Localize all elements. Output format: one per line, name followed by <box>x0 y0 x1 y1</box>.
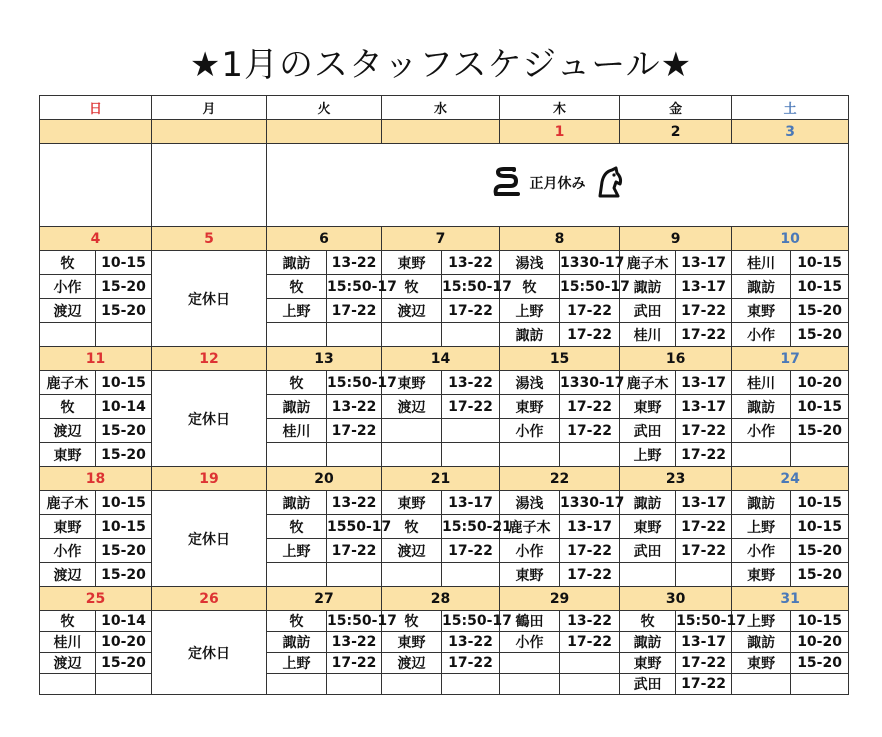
staff-name: 牧 <box>40 251 96 275</box>
date-cell: 13 <box>267 347 382 371</box>
date-cell: 2 <box>620 120 732 144</box>
shift-time: 1330-17 <box>560 491 620 515</box>
empty-cell <box>40 144 152 227</box>
shift-time <box>560 443 620 467</box>
date-cell: 21 <box>382 467 500 491</box>
shift-time <box>442 323 500 347</box>
staff-name <box>267 323 327 347</box>
staff-name: 東野 <box>382 632 442 653</box>
shift-time: 13-22 <box>442 251 500 275</box>
shift-time: 17-22 <box>560 419 620 443</box>
date-cell: 11 <box>40 347 152 371</box>
staff-name: 武田 <box>620 674 676 695</box>
staff-name <box>267 443 327 467</box>
weekday-mon: 月 <box>152 96 267 120</box>
staff-name <box>40 323 96 347</box>
shift-time: 17-22 <box>676 674 732 695</box>
shift-time: 15-20 <box>96 275 152 299</box>
staff-name: 上野 <box>732 515 791 539</box>
shift-row <box>40 371 849 395</box>
shift-time: 15-20 <box>791 539 849 563</box>
date-cell: 5 <box>152 227 267 251</box>
shift-time: 17-22 <box>560 632 620 653</box>
shift-time: 13-17 <box>560 515 620 539</box>
staff-name: 小作 <box>40 539 96 563</box>
staff-name: 渡辺 <box>382 395 442 419</box>
shift-time: 17-22 <box>560 299 620 323</box>
staff-name: 上野 <box>267 653 327 674</box>
date-cell: 24 <box>732 467 849 491</box>
shift-time: 13-17 <box>676 371 732 395</box>
date-row <box>40 587 849 611</box>
staff-name: 牧 <box>40 395 96 419</box>
shift-time: 15-20 <box>791 299 849 323</box>
shift-time: 15:50-17 <box>442 611 500 632</box>
shift-time: 10-14 <box>96 395 152 419</box>
schedule-calendar <box>39 95 849 695</box>
date-cell: 10 <box>732 227 849 251</box>
shift-time: 10-14 <box>96 611 152 632</box>
date-cell <box>152 120 267 144</box>
staff-name <box>267 563 327 587</box>
shift-time: 10-15 <box>96 491 152 515</box>
staff-name: 東野 <box>382 251 442 275</box>
staff-name: 牧 <box>267 515 327 539</box>
staff-name: 牧 <box>620 611 676 632</box>
staff-name: 鹿子木 <box>500 515 560 539</box>
shift-time: 15:50-21 <box>442 515 500 539</box>
shift-time: 17-22 <box>676 539 732 563</box>
shift-time: 10-20 <box>791 632 849 653</box>
shift-time: 15-20 <box>791 563 849 587</box>
shift-time: 10-15 <box>96 371 152 395</box>
staff-name: 小作 <box>500 419 560 443</box>
staff-name <box>732 443 791 467</box>
staff-name: 桂川 <box>732 371 791 395</box>
staff-name: 東野 <box>732 563 791 587</box>
shift-time: 10-15 <box>791 611 849 632</box>
shift-time: 13-22 <box>327 632 382 653</box>
shift-time: 10-15 <box>96 251 152 275</box>
shift-time: 15-20 <box>96 563 152 587</box>
shift-time <box>96 323 152 347</box>
date-cell: 4 <box>40 227 152 251</box>
staff-name <box>267 674 327 695</box>
staff-name <box>500 653 560 674</box>
shift-time: 15-20 <box>791 323 849 347</box>
staff-name: 東野 <box>40 515 96 539</box>
staff-name: 東野 <box>732 299 791 323</box>
staff-name: 諏訪 <box>732 395 791 419</box>
staff-name: 渡辺 <box>382 539 442 563</box>
shift-row <box>40 491 849 515</box>
staff-name: 鹿子木 <box>40 491 96 515</box>
staff-name: 上野 <box>620 443 676 467</box>
staff-name: 牧 <box>267 611 327 632</box>
date-cell: 23 <box>620 467 732 491</box>
staff-name: 湯浅 <box>500 371 560 395</box>
shift-time: 17-22 <box>676 323 732 347</box>
staff-name: 東野 <box>382 371 442 395</box>
staff-name: 諏訪 <box>620 491 676 515</box>
shift-time: 15-20 <box>96 443 152 467</box>
staff-name: 武田 <box>620 299 676 323</box>
staff-name: 牧 <box>40 611 96 632</box>
staff-name: 湯浅 <box>500 251 560 275</box>
closed-day-cell: 定休日 <box>152 251 267 347</box>
shift-time: 15-20 <box>96 419 152 443</box>
date-cell: 22 <box>500 467 620 491</box>
shift-time: 17-22 <box>327 419 382 443</box>
shift-time: 15:50-17 <box>442 275 500 299</box>
date-cell: 7 <box>382 227 500 251</box>
empty-cell <box>152 144 267 227</box>
staff-name <box>620 563 676 587</box>
date-cell: 27 <box>267 587 382 611</box>
closed-day-cell: 定休日 <box>152 371 267 467</box>
staff-name: 諏訪 <box>620 632 676 653</box>
staff-name: 東野 <box>620 653 676 674</box>
shift-time: 13-17 <box>676 395 732 419</box>
staff-name <box>40 674 96 695</box>
shift-time: 15-20 <box>96 539 152 563</box>
date-cell: 20 <box>267 467 382 491</box>
date-cell: 3 <box>732 120 849 144</box>
shift-time: 17-22 <box>676 299 732 323</box>
shift-time: 15-20 <box>791 653 849 674</box>
staff-name: 小作 <box>732 323 791 347</box>
shift-time <box>442 419 500 443</box>
date-row <box>40 467 849 491</box>
staff-name: 湯浅 <box>500 491 560 515</box>
staff-name <box>382 443 442 467</box>
date-cell <box>267 120 382 144</box>
staff-name: 諏訪 <box>267 632 327 653</box>
holiday-label: 正月休み <box>529 176 586 192</box>
weekday-tue: 火 <box>267 96 382 120</box>
staff-name: 小作 <box>500 539 560 563</box>
shift-time <box>442 563 500 587</box>
shift-time: 1330-17 <box>560 371 620 395</box>
staff-name: 諏訪 <box>620 275 676 299</box>
shift-time: 15:50-17 <box>327 275 382 299</box>
staff-name: 諏訪 <box>267 491 327 515</box>
staff-name: 牧 <box>382 611 442 632</box>
date-cell: 9 <box>620 227 732 251</box>
staff-name <box>500 443 560 467</box>
shift-time: 17-22 <box>442 653 500 674</box>
date-cell: 6 <box>267 227 382 251</box>
date-cell: 29 <box>500 587 620 611</box>
date-cell: 31 <box>732 587 849 611</box>
staff-name: 東野 <box>40 443 96 467</box>
staff-name: 渡辺 <box>40 653 96 674</box>
shift-time: 17-22 <box>442 395 500 419</box>
weekday-wed: 水 <box>382 96 500 120</box>
weekday-fri: 金 <box>620 96 732 120</box>
staff-name: 上野 <box>500 299 560 323</box>
staff-name: 小作 <box>40 275 96 299</box>
staff-name <box>382 323 442 347</box>
staff-name: 上野 <box>267 539 327 563</box>
staff-name <box>500 674 560 695</box>
shift-time: 17-22 <box>560 563 620 587</box>
staff-name: 東野 <box>500 395 560 419</box>
staff-name: 渡辺 <box>40 419 96 443</box>
shift-time: 17-22 <box>676 515 732 539</box>
date-cell: 14 <box>382 347 500 371</box>
horse-icon <box>592 166 626 200</box>
date-row <box>40 347 849 371</box>
staff-name: 渡辺 <box>40 299 96 323</box>
staff-name: 牧 <box>500 275 560 299</box>
shift-time: 15-20 <box>791 419 849 443</box>
staff-name: 武田 <box>620 419 676 443</box>
shift-time: 13-22 <box>327 395 382 419</box>
staff-name: 東野 <box>382 491 442 515</box>
shift-time <box>560 674 620 695</box>
staff-name: 諏訪 <box>500 323 560 347</box>
date-cell: 12 <box>152 347 267 371</box>
shift-time <box>442 443 500 467</box>
shift-time <box>791 443 849 467</box>
staff-name: 桂川 <box>732 251 791 275</box>
staff-name: 上野 <box>732 611 791 632</box>
shift-time <box>560 653 620 674</box>
shift-time: 13-22 <box>327 251 382 275</box>
shift-time: 15-20 <box>96 299 152 323</box>
date-cell: 19 <box>152 467 267 491</box>
shift-time: 13-17 <box>442 491 500 515</box>
date-cell: 1 <box>500 120 620 144</box>
shift-time <box>442 674 500 695</box>
shift-time <box>327 323 382 347</box>
shift-time: 10-20 <box>791 371 849 395</box>
shift-time: 17-22 <box>676 419 732 443</box>
staff-name: 牧 <box>267 371 327 395</box>
staff-name: 牧 <box>382 515 442 539</box>
new-year-row <box>40 144 849 227</box>
shift-time: 17-22 <box>560 539 620 563</box>
shift-time: 10-15 <box>791 395 849 419</box>
staff-name: 東野 <box>620 395 676 419</box>
shift-time: 17-22 <box>676 653 732 674</box>
staff-name: 諏訪 <box>732 632 791 653</box>
shift-time: 17-22 <box>560 323 620 347</box>
staff-name <box>732 674 791 695</box>
staff-name: 鹿子木 <box>40 371 96 395</box>
shift-time: 13-17 <box>676 491 732 515</box>
closed-day-cell: 定休日 <box>152 611 267 695</box>
staff-name: 東野 <box>732 653 791 674</box>
shift-time: 17-22 <box>676 443 732 467</box>
shift-time: 1330-17 <box>560 251 620 275</box>
page-title: ★1月のスタッフスケジュール★ <box>189 45 693 85</box>
staff-name: 桂川 <box>620 323 676 347</box>
staff-name: 諏訪 <box>267 395 327 419</box>
staff-name: 鶴田 <box>500 611 560 632</box>
shift-time: 13-17 <box>676 632 732 653</box>
shift-time: 15:50-17 <box>327 611 382 632</box>
weekday-header-row <box>40 96 849 120</box>
shift-time <box>327 443 382 467</box>
date-cell: 15 <box>500 347 620 371</box>
shift-time: 13-22 <box>442 371 500 395</box>
shift-time <box>327 563 382 587</box>
new-year-holiday <box>267 144 849 227</box>
shift-time: 17-22 <box>327 539 382 563</box>
staff-name: 渡辺 <box>382 653 442 674</box>
staff-name: 鹿子木 <box>620 251 676 275</box>
shift-time: 10-15 <box>791 491 849 515</box>
closed-day-cell: 定休日 <box>152 491 267 587</box>
shift-time: 10-15 <box>791 275 849 299</box>
weekday-sun: 日 <box>40 96 152 120</box>
staff-name <box>382 563 442 587</box>
staff-name: 小作 <box>500 632 560 653</box>
shift-time: 15:50-17 <box>327 371 382 395</box>
staff-name: 東野 <box>620 515 676 539</box>
weekday-sat: 土 <box>732 96 849 120</box>
staff-name: 小作 <box>732 539 791 563</box>
shift-time: 17-22 <box>327 299 382 323</box>
staff-name: 渡辺 <box>40 563 96 587</box>
staff-name: 桂川 <box>40 632 96 653</box>
shift-time: 15:50-17 <box>560 275 620 299</box>
staff-name: 東野 <box>500 563 560 587</box>
date-cell: 30 <box>620 587 732 611</box>
shift-time: 10-15 <box>791 251 849 275</box>
shift-time <box>676 563 732 587</box>
shift-time <box>96 674 152 695</box>
shift-time: 15-20 <box>96 653 152 674</box>
shift-time: 13-22 <box>327 491 382 515</box>
date-cell <box>40 120 152 144</box>
shift-time: 17-22 <box>442 539 500 563</box>
shift-time: 13-17 <box>676 251 732 275</box>
date-cell: 18 <box>40 467 152 491</box>
staff-name: 渡辺 <box>382 299 442 323</box>
staff-name: 上野 <box>267 299 327 323</box>
date-row <box>40 227 849 251</box>
staff-name: 諏訪 <box>732 275 791 299</box>
staff-name: 牧 <box>267 275 327 299</box>
weekday-thu: 木 <box>500 96 620 120</box>
shift-time: 10-15 <box>791 515 849 539</box>
shift-time: 13-22 <box>442 632 500 653</box>
shift-time: 1550-17 <box>327 515 382 539</box>
date-cell: 25 <box>40 587 152 611</box>
snake-icon <box>490 166 524 200</box>
date-cell: 17 <box>732 347 849 371</box>
staff-name: 桂川 <box>267 419 327 443</box>
date-cell <box>382 120 500 144</box>
shift-time: 13-22 <box>560 611 620 632</box>
shift-time: 10-15 <box>96 515 152 539</box>
shift-time: 17-22 <box>442 299 500 323</box>
shift-time: 10-20 <box>96 632 152 653</box>
shift-time <box>791 674 849 695</box>
date-row <box>40 120 849 144</box>
date-cell: 8 <box>500 227 620 251</box>
shift-time: 13-17 <box>676 275 732 299</box>
staff-name: 小作 <box>732 419 791 443</box>
staff-name: 武田 <box>620 539 676 563</box>
shift-time: 17-22 <box>327 653 382 674</box>
staff-name <box>382 419 442 443</box>
shift-time: 17-22 <box>560 395 620 419</box>
staff-name <box>382 674 442 695</box>
date-cell: 16 <box>620 347 732 371</box>
staff-name: 牧 <box>382 275 442 299</box>
shift-time <box>327 674 382 695</box>
shift-time: 15:50-17 <box>676 611 732 632</box>
shift-row <box>40 611 849 632</box>
staff-name: 鹿子木 <box>620 371 676 395</box>
staff-name: 諏訪 <box>732 491 791 515</box>
date-cell: 26 <box>152 587 267 611</box>
date-cell: 28 <box>382 587 500 611</box>
staff-name: 諏訪 <box>267 251 327 275</box>
shift-row <box>40 251 849 275</box>
